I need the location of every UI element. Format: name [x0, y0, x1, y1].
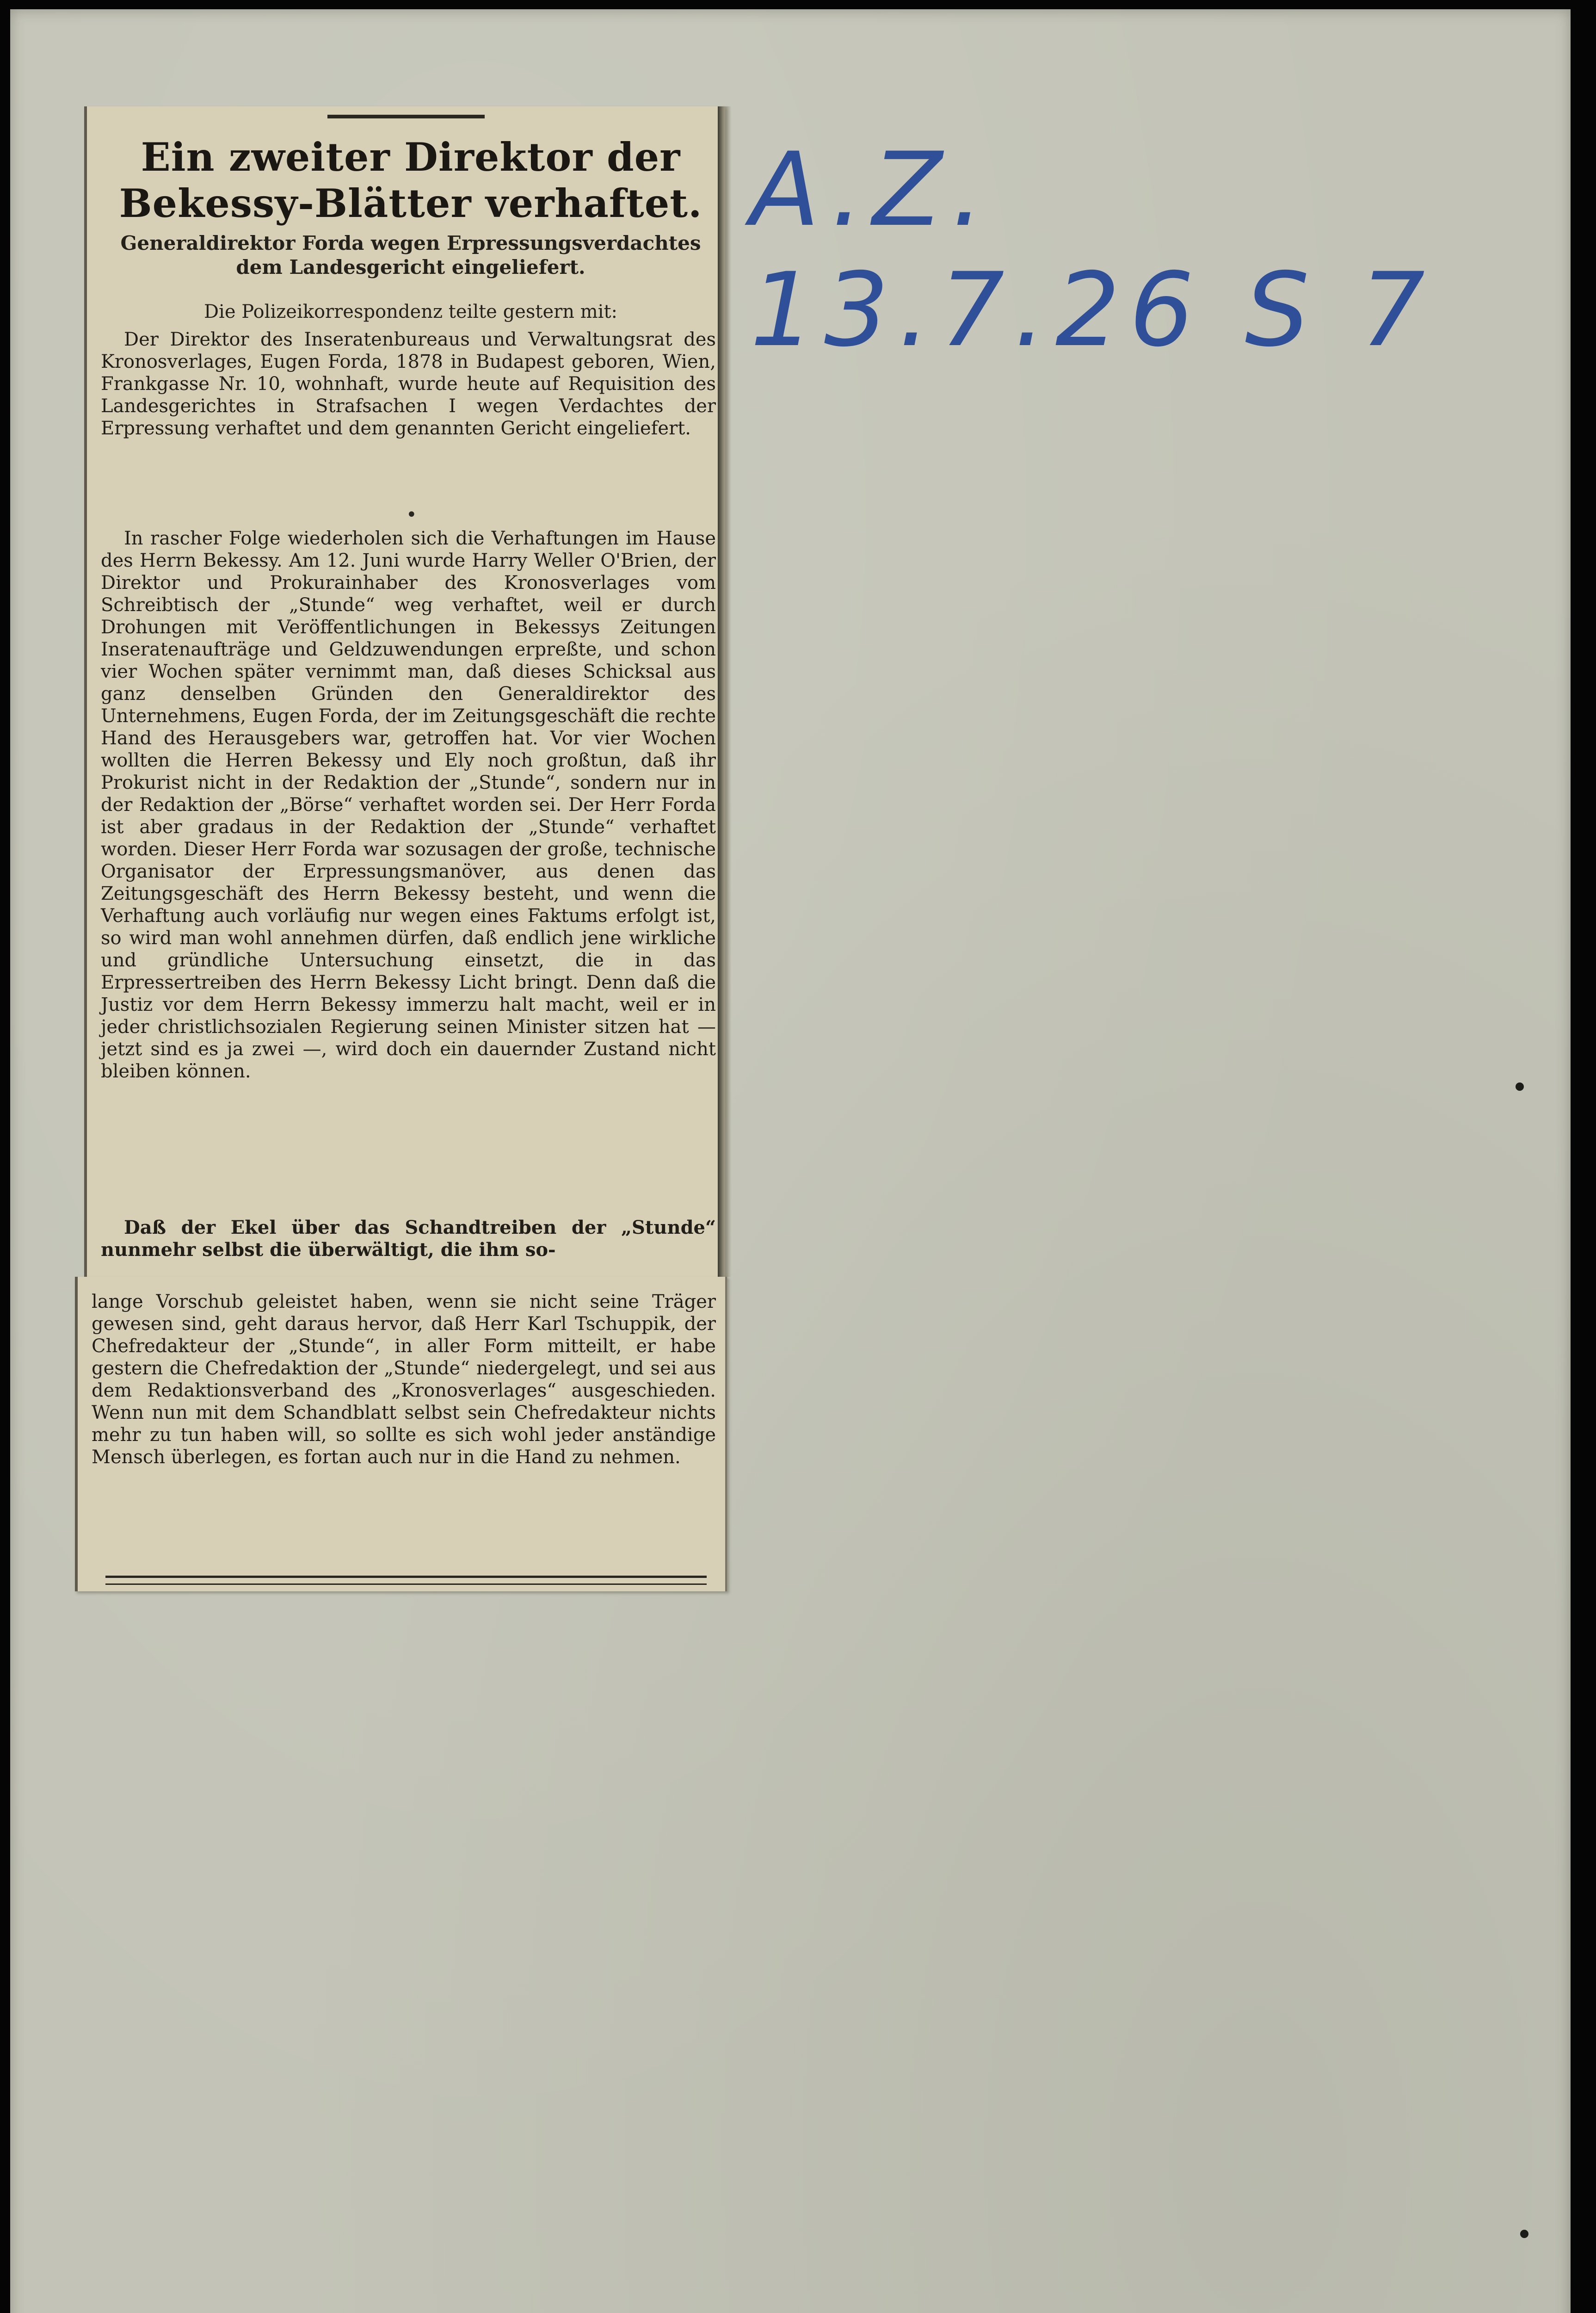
- subheadline: Generaldirektor Forda wegen Erpressungsverdachtes dem Landesgericht eingeliefert.: [120, 232, 701, 278]
- paper-speck: [1520, 2230, 1528, 2238]
- paragraph-2: In rascher Folge wiederholen sich die Verhaftungen im Hause des Herrn Bekessy. Am 12. Juni wurde Harry Weller O'Brien, der Direktor und Prokurainhaber des Kronosverlages vom Schreibtisch der „Stunde“ weg verhaftet, weil er durch Drohungen mit Veröffentlichungen in Bekessys Zeitungen Inseratenaufträge und Geldzuwendungen erpreßte, und schon vier Wochen später vernimmt man, daß dieses Schicksal aus ganz denselben Gründen den Generaldirektor des Unternehmens, Eugen Forda, der im Zeitungsgeschäft die rechte Hand des Herausgebers war, getroffen hat. Vor vier Wochen wollten die Herren Bekessy und Ely noch großtun, daß ihr Prokurist nicht in der Redaktion der „Stunde“, sondern nur in der Redaktion der „Börse“ verhaftet worden sei. Der Herr Forda ist aber gradaus in der Redaktion der „Stunde“ verhaftet worden. Dieser Herr Forda war sozusagen der große, technische Organisator der Erpressungsmanöver, aus denen das Zeitungsgeschäft des Herrn Bekessy besteht, und wenn die Verhaftung auch vorläufig nur wegen eines Faktums erfolgt ist, so wird man wohl annehmen dürfen, daß endlich jene wirkliche und gründliche Untersuchung einsetzt, die in das Erpressertreiben des Herrn Bekessy Licht bringt. Denn daß die Justiz vor dem Herrn Bekessy immerzu halt macht, weil er in jeder christlichsozialen Regierung seinen Minister sitzen hat — jetzt sind es ja zwei —, wird doch ein dauernder Zustand nicht bleiben können.: [101, 528, 716, 1082]
- paragraph-4: lange Vorschub geleistet haben, wenn sie nicht seine Träger gewesen sind, geht daraus hervor, daß Herr Karl Tschuppik, der Chefredakteur der „Stunde“, in aller Form mitteilt, er habe gestern die Chefredaktion der „Stunde“ niedergelegt, und sei aus dem Redaktionsverband des „Kronosverlages“ ausgeschieden. Wenn nun mit dem Schandblatt selbst sein Chefredakteur nichts mehr zu tun haben will, so sollte es sich wohl jeder anständige Mensch überlegen, es fortan auch nur in die Hand zu nehmen.: [92, 1291, 716, 1468]
- paragraph-1: Der Direktor des Inseratenbureaus und Verwaltungsrat des Kronosverlages, Eugen Forda, 1878 in Budapest geboren, Wien, Frankgasse Nr. 10, wohnhaft, wurde heute auf Requisition des Landesgerichtes in Strafsachen I wegen Verdachtes der Erpressung verhaftet und dem genannten Gericht eingeliefert.: [101, 329, 716, 439]
- paper-speck: [1516, 1082, 1524, 1091]
- top-rule: [327, 115, 485, 118]
- paragraph-3: Daß der Ekel über das Schandtreiben der „Stunde“ nunmehr selbst die überwältigt, die ihm so-: [101, 1217, 716, 1261]
- separator-dot: •: [406, 504, 417, 526]
- archive-sheet: [10, 9, 1571, 2313]
- intro-line: Die Polizeikorrespondenz teilte gestern mit:: [203, 301, 617, 322]
- handwritten-note: A.Z. 13.7.26 S 7: [750, 130, 1435, 369]
- headline: Ein zweiter Direktor der Bekessy-Blätter verhaftet.: [119, 134, 702, 226]
- clipping-edge-shadow: [718, 106, 732, 1277]
- bottom-rule: [105, 1576, 707, 1585]
- newspaper-clipping-top: [84, 106, 725, 1279]
- newspaper-clipping-bottom: [75, 1277, 727, 1591]
